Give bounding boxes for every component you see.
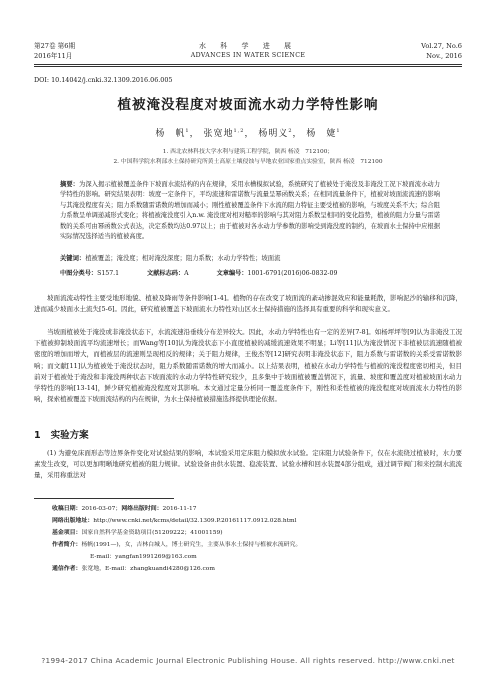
author-affiliation-mark: 1,2 xyxy=(233,128,245,134)
affiliation-1: 1. 西北农林科技大学水利与建筑工程学院，陕西 杨凌 712100； xyxy=(162,149,334,155)
keywords xyxy=(60,253,440,262)
doc-code-value: A xyxy=(184,270,189,277)
section-number: 1 xyxy=(34,430,41,441)
journal-header xyxy=(34,41,462,65)
journal-name-en: ADVANCES IN WATER SCIENCE xyxy=(190,52,306,59)
fund-label: 基金项目： xyxy=(52,530,82,536)
abstract-label: 摘要： xyxy=(60,181,80,188)
author-name: 张宽地 xyxy=(203,129,234,139)
author-email: E-mail：yangfan1991269@163.com xyxy=(90,554,197,560)
section-paragraph: (1) 为避免床面形态等边界条件变化对试验结果的影响，本试验采用定床阻力模拟放水试验。定床阻力试验条件下，仅在水流绕过植被时，水力要素发生改变，可以更加明晰地研究植被的阻力规律。试验设备由供水装置、稳流装置、试验水槽和回水装置4部分组成，通过调节阀门和来控制水流流量，采用称重法对 xyxy=(34,449,462,480)
volume-issue-en: Vol.27, No.6 xyxy=(421,42,462,50)
footnotes xyxy=(52,503,462,575)
author-bio-label: 作者简介： xyxy=(52,542,82,548)
header-rule xyxy=(34,64,462,65)
author-name: 杨 婕 xyxy=(306,129,337,139)
volume-issue-cn: 第27卷 第6期 xyxy=(34,42,76,50)
keywords-label: 关键词： xyxy=(60,255,86,262)
corresponding-label: 通信作者： xyxy=(52,566,82,572)
header-rule-thin xyxy=(34,66,462,67)
author-affiliation-mark: 1 xyxy=(336,128,341,134)
author-list: 杨 帆$^1$， 张宽地$^{1,2}$， 杨明义$^2$， 杨 婕$^1$ xyxy=(155,128,341,139)
online-label: 网络出版时间： xyxy=(121,506,163,512)
received-label: 收稿日期： xyxy=(52,506,82,512)
copyright-footer: ?1994-2017 China Academic Journal Electronic Publishing House. All rights reserved. http://www.cnki.net xyxy=(41,656,455,665)
keywords-text: 植被覆盖；淹没度；相对淹没深度；阻力系数；水动力学特性；坡面流 xyxy=(85,255,281,262)
online-date: 2016-11-17 xyxy=(162,506,197,512)
affiliation-2: 2. 中国科学院水利部水土保持研究所黄土高原土壤侵蚀与旱地农业国家重点实验室，陕西 杨凌 712100 xyxy=(113,159,383,165)
clc-value: S157.1 xyxy=(97,270,120,277)
abstract-text: 为深入揭示植被覆盖条件下坡面水流结构的内在规律，采用水槽模拟试验，系统研究了植被处于淹没及非淹没工况下坡面流水动力学特性的影响。研究结果表明：坡度一定条件下，平均流速和雷诺数与流量呈幂函数关系；在相同流量条件下，植被对坡面流流速的影响与其淹没程度有关；阻力系数随雷诺数的增加而减小；刚性植被覆盖条件下水流的阻力特征主要受植被的影响，与坡度关系不大；综合阻力系数呈单调递减形式变化；将植被淹没度引入n.w. 淹没度对相对糙率的影响与其对阻力系数呈相同的变化趋势，植被的阻力分量与雷诺数的关系可由幂函数公式表达，决定系数均达0.97以上；由于植被对各水动力学参数的影响受到淹没度的制约，在坡面水土保持中应根据实际情况选择适当的植被高度。 xyxy=(60,181,441,241)
paper-title: 植被淹没程度对坡面流水动力学特性影响 xyxy=(117,97,379,113)
intro-paragraph: 当坡面植被处于淹没或非淹没状态下，水流流速沿垂线分布差异较大。因此，水动力学特性也有一定的差异[7-8]。如杨坪坪等[9]认为非淹没工况下植被抑制坡面流平均流速增长；而Wang等[10]认为淹没状态下小直度植被的减缓流速效果不明显；Li等[11]认为淹没情况下非植被层流速随植被密度的增加而增大，而植被层的流速则呈现相反的规律；关于阻力规律，王俊杰等[12]研究表明非淹没状态下，阻力系数与雷诺数的关系受雷诺数影响；而文献[11]认为植被处于淹没状态时，阻力系数随雷诺数的增大而减小。以上结果表明，植被在水动力学特性与植被的淹没程度密切相关，但目前对于植被处于淹没和非淹没两种状态下坡面流的水动力学特性研究较少，且多集中于坡面植被覆盖情况下，流量、坡度和覆盖度对植被坡面水动力学特性的影响[13-14]，鲜少研究植被淹没程度对其影响。本文通过定量分析同一覆盖度条件下，刚性和柔性植被的淹没程度对坡面流水力特性的影响，探索植被覆盖下坡面流结构的内在规律，为水土保持植被措施选择提供理论依据。 xyxy=(34,328,462,404)
section-title: 实验方案 xyxy=(50,430,89,441)
received-date: 2016-03-07； xyxy=(81,506,122,512)
author-affiliation-mark: 2 xyxy=(288,128,293,134)
online-url: http://www.cnki.net/kcms/detail/32.1309.P.20161117.0912.028.html xyxy=(93,518,297,524)
author-affiliation-mark: 1 xyxy=(185,128,190,134)
section-heading xyxy=(34,427,89,441)
intro-paragraph: 坡面流流动特性主要受地形地貌、植被及降雨等条件影响[1-4]。植物的存在改变了坡面流的紊动掺混效应和能量耗散，影响泥沙的输移和沉降，进而减少坡面水土流失[5-6]。因此，研究植被覆盖下坡面流水力特性对山区水土保持措施的选择具有重要的科学和现实意义。 xyxy=(34,294,462,314)
date-en: Nov., 2016 xyxy=(426,52,462,60)
doi: DOI: 10.14042/j.cnki.32.1309.2016.06.005 xyxy=(34,76,173,84)
author-name: 杨 帆 xyxy=(155,129,186,139)
classification-line xyxy=(60,268,440,277)
journal-header-right xyxy=(421,41,462,61)
footnote-rule xyxy=(34,498,174,499)
corresponding-author: 张宽地，E-mail：zhangkuandi4280@126.com xyxy=(81,566,215,572)
author-bio: 杨帆(1991—)，女，吉林白城人，博士研究生，主要从事水土保持与植被水流研究。 xyxy=(81,542,302,548)
author-name: 杨明义 xyxy=(258,129,289,139)
url-label: 网络出版地址： xyxy=(52,518,94,524)
article-no-value: 1001-6791(2016)06-0832-09 xyxy=(247,270,338,277)
fund-text: 国家自然科学基金资助项目(51209222；41001159) xyxy=(81,530,223,536)
clc-label: 中图分类号： xyxy=(60,270,98,277)
abstract xyxy=(60,180,440,242)
journal-name-cn: 水 科 学 进 展 xyxy=(199,42,297,50)
date-cn: 2016年11月 xyxy=(34,52,73,60)
article-no-label: 文章编号： xyxy=(216,270,248,277)
doc-code-label: 文献标志码： xyxy=(147,270,185,277)
journal-header-center xyxy=(34,41,462,61)
